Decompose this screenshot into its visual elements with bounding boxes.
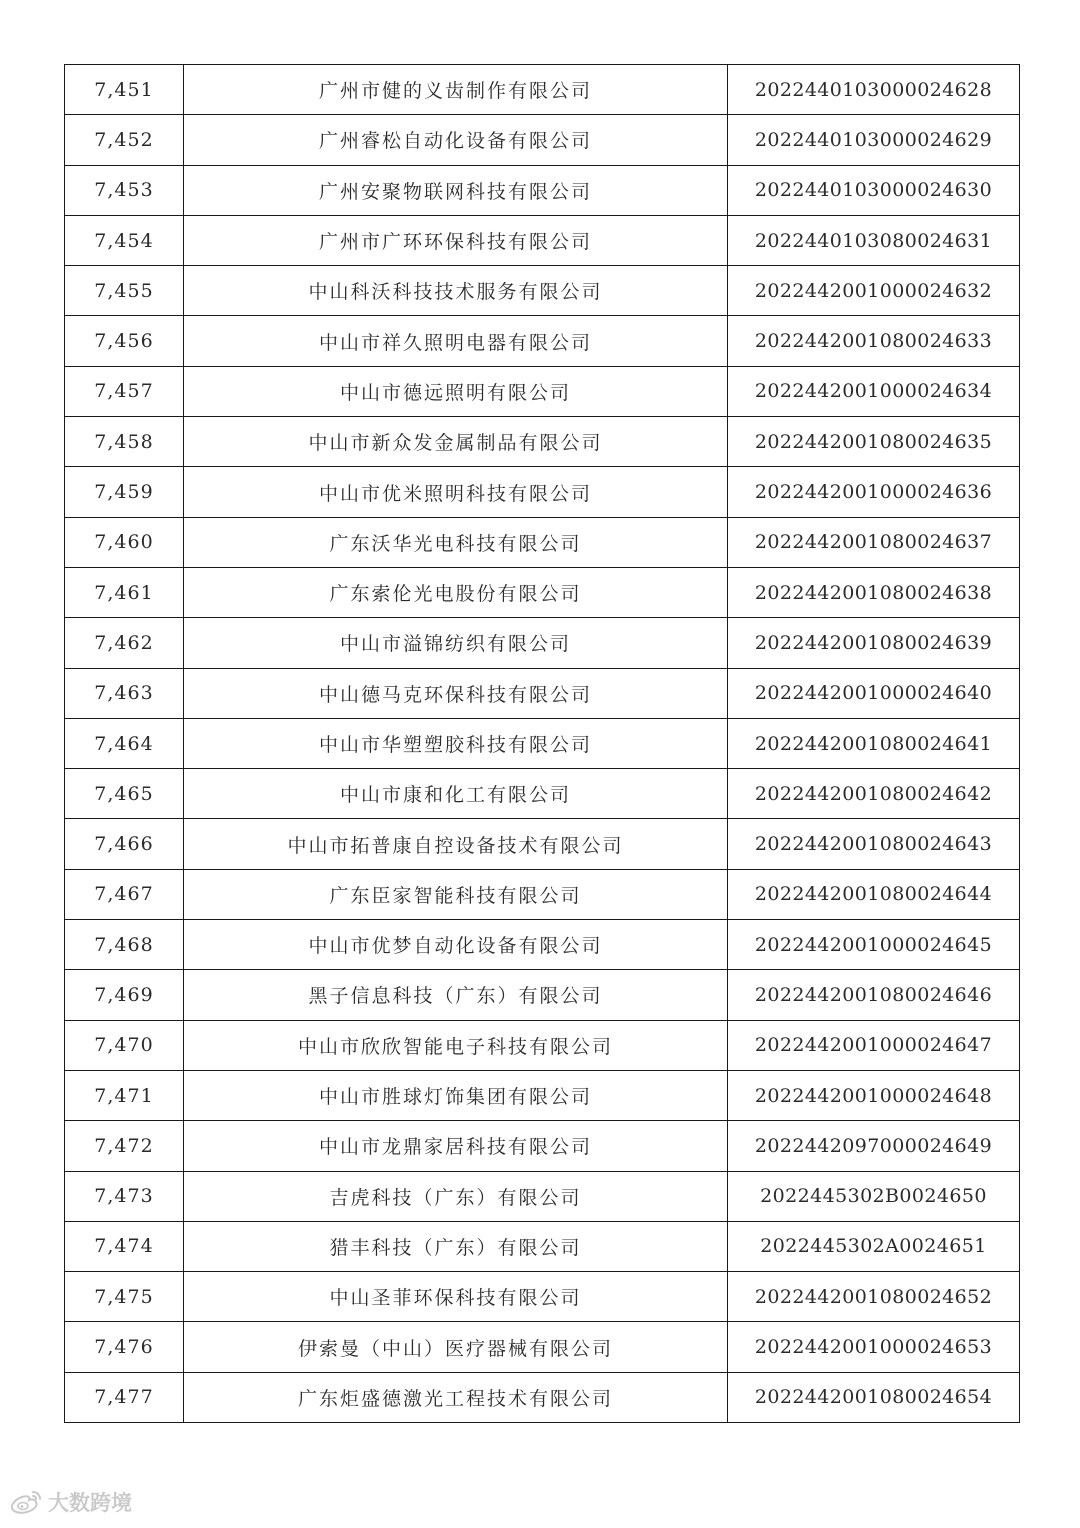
table-row (65, 869, 1020, 919)
row-index-cell: 7,475 (65, 1272, 184, 1322)
registration-code-cell: 2022445302B0024650 (728, 1171, 1020, 1221)
registration-code-cell: 2022442001080024654 (728, 1372, 1020, 1422)
table-row (65, 417, 1020, 467)
registration-code-cell: 2022440103000024629 (728, 115, 1020, 165)
table-row (65, 366, 1020, 416)
registration-code-cell: 2022442001000024645 (728, 920, 1020, 970)
registration-code-cell: 2022442001000024632 (728, 266, 1020, 316)
company-name-cell: 中山市胜球灯饰集团有限公司 (184, 1070, 728, 1120)
company-name-cell: 中山市康和化工有限公司 (184, 769, 728, 819)
registration-code-cell: 2022442001000024634 (728, 366, 1020, 416)
table-row (65, 467, 1020, 517)
table-row (65, 165, 1020, 215)
table-row (65, 819, 1020, 869)
table-row (65, 65, 1020, 115)
table-body (65, 65, 1020, 1423)
table-row (65, 215, 1020, 265)
row-index-cell: 7,453 (65, 165, 184, 215)
row-index-cell: 7,472 (65, 1121, 184, 1171)
company-name-cell: 广州市广环环保科技有限公司 (184, 215, 728, 265)
watermark (8, 1488, 132, 1516)
registration-code-cell: 2022442001080024635 (728, 417, 1020, 467)
company-name-cell: 广东索伦光电股份有限公司 (184, 567, 728, 617)
company-name-cell: 猎丰科技（广东）有限公司 (184, 1221, 728, 1271)
row-index-cell: 7,467 (65, 869, 184, 919)
company-name-cell: 中山市欣欣智能电子科技有限公司 (184, 1020, 728, 1070)
row-index-cell: 7,477 (65, 1372, 184, 1422)
table-row (65, 1221, 1020, 1271)
row-index-cell: 7,458 (65, 417, 184, 467)
row-index-cell: 7,473 (65, 1171, 184, 1221)
registration-code-cell: 2022442001000024653 (728, 1322, 1020, 1372)
company-name-cell: 中山市拓普康自控设备技术有限公司 (184, 819, 728, 869)
company-name-cell: 广东沃华光电科技有限公司 (184, 517, 728, 567)
table-row (65, 517, 1020, 567)
table-row (65, 567, 1020, 617)
row-index-cell: 7,470 (65, 1020, 184, 1070)
registration-code-cell: 2022442001000024640 (728, 668, 1020, 718)
registration-code-cell: 2022442001080024646 (728, 970, 1020, 1020)
row-index-cell: 7,457 (65, 366, 184, 416)
table-row (65, 1272, 1020, 1322)
row-index-cell: 7,466 (65, 819, 184, 869)
registration-code-cell: 2022442001080024637 (728, 517, 1020, 567)
company-name-cell: 中山市优米照明科技有限公司 (184, 467, 728, 517)
company-name-cell: 伊索曼（中山）医疗器械有限公司 (184, 1322, 728, 1372)
company-name-cell: 广州市健的义齿制作有限公司 (184, 65, 728, 115)
company-name-cell: 中山市德远照明有限公司 (184, 366, 728, 416)
row-index-cell: 7,455 (65, 266, 184, 316)
registration-code-cell: 2022445302A0024651 (728, 1221, 1020, 1271)
company-name-cell: 广东臣家智能科技有限公司 (184, 869, 728, 919)
company-name-cell: 中山市优梦自动化设备有限公司 (184, 920, 728, 970)
registration-code-cell: 2022442001000024648 (728, 1070, 1020, 1120)
table-row (65, 1121, 1020, 1171)
table-row (65, 1070, 1020, 1120)
row-index-cell: 7,452 (65, 115, 184, 165)
registration-code-cell: 2022440103000024630 (728, 165, 1020, 215)
company-name-cell: 中山科沃科技技术服务有限公司 (184, 266, 728, 316)
company-name-cell: 中山市新众发金属制品有限公司 (184, 417, 728, 467)
weibo-logo-icon (8, 1489, 44, 1515)
row-index-cell: 7,471 (65, 1070, 184, 1120)
registration-code-cell: 2022442001080024639 (728, 618, 1020, 668)
company-name-cell: 中山市祥久照明电器有限公司 (184, 316, 728, 366)
company-name-cell: 黑子信息科技（广东）有限公司 (184, 970, 728, 1020)
row-index-cell: 7,476 (65, 1322, 184, 1372)
registration-code-cell: 2022442001000024636 (728, 467, 1020, 517)
table-row (65, 1322, 1020, 1372)
row-index-cell: 7,451 (65, 65, 184, 115)
registration-code-cell: 2022442001080024633 (728, 316, 1020, 366)
company-name-cell: 中山圣菲环保科技有限公司 (184, 1272, 728, 1322)
company-name-cell: 中山德马克环保科技有限公司 (184, 668, 728, 718)
company-registry-table (64, 64, 1020, 1423)
table-row (65, 618, 1020, 668)
registration-code-cell: 2022442001080024652 (728, 1272, 1020, 1322)
registration-code-cell: 2022442001000024647 (728, 1020, 1020, 1070)
registration-code-cell: 2022442001080024643 (728, 819, 1020, 869)
table-row (65, 1020, 1020, 1070)
registration-code-cell: 2022442001080024638 (728, 567, 1020, 617)
registration-code-cell: 2022442001080024644 (728, 869, 1020, 919)
row-index-cell: 7,460 (65, 517, 184, 567)
registration-code-cell: 2022442097000024649 (728, 1121, 1020, 1171)
row-index-cell: 7,463 (65, 668, 184, 718)
table-row (65, 316, 1020, 366)
row-index-cell: 7,469 (65, 970, 184, 1020)
row-index-cell: 7,461 (65, 567, 184, 617)
registration-code-cell: 2022440103000024628 (728, 65, 1020, 115)
row-index-cell: 7,465 (65, 769, 184, 819)
company-name-cell: 广州睿松自动化设备有限公司 (184, 115, 728, 165)
row-index-cell: 7,456 (65, 316, 184, 366)
table-row (65, 970, 1020, 1020)
table-row (65, 668, 1020, 718)
company-name-cell: 中山市溢锦纺织有限公司 (184, 618, 728, 668)
company-name-cell: 广州安聚物联网科技有限公司 (184, 165, 728, 215)
row-index-cell: 7,474 (65, 1221, 184, 1271)
company-name-cell: 中山市华塑塑胶科技有限公司 (184, 718, 728, 768)
table-row (65, 769, 1020, 819)
row-index-cell: 7,464 (65, 718, 184, 768)
table-row (65, 266, 1020, 316)
registration-code-cell: 2022442001080024641 (728, 718, 1020, 768)
table-row (65, 1372, 1020, 1422)
company-name-cell: 广东炬盛德激光工程技术有限公司 (184, 1372, 728, 1422)
registration-code-cell: 2022442001080024642 (728, 769, 1020, 819)
company-name-cell: 吉虎科技（广东）有限公司 (184, 1171, 728, 1221)
row-index-cell: 7,459 (65, 467, 184, 517)
table-row (65, 718, 1020, 768)
row-index-cell: 7,468 (65, 920, 184, 970)
row-index-cell: 7,454 (65, 215, 184, 265)
company-name-cell: 中山市龙鼎家居科技有限公司 (184, 1121, 728, 1171)
registration-code-cell: 2022440103080024631 (728, 215, 1020, 265)
table-row (65, 1171, 1020, 1221)
row-index-cell: 7,462 (65, 618, 184, 668)
table-row (65, 115, 1020, 165)
watermark-text: 大数跨境 (48, 1491, 132, 1515)
table-row (65, 920, 1020, 970)
